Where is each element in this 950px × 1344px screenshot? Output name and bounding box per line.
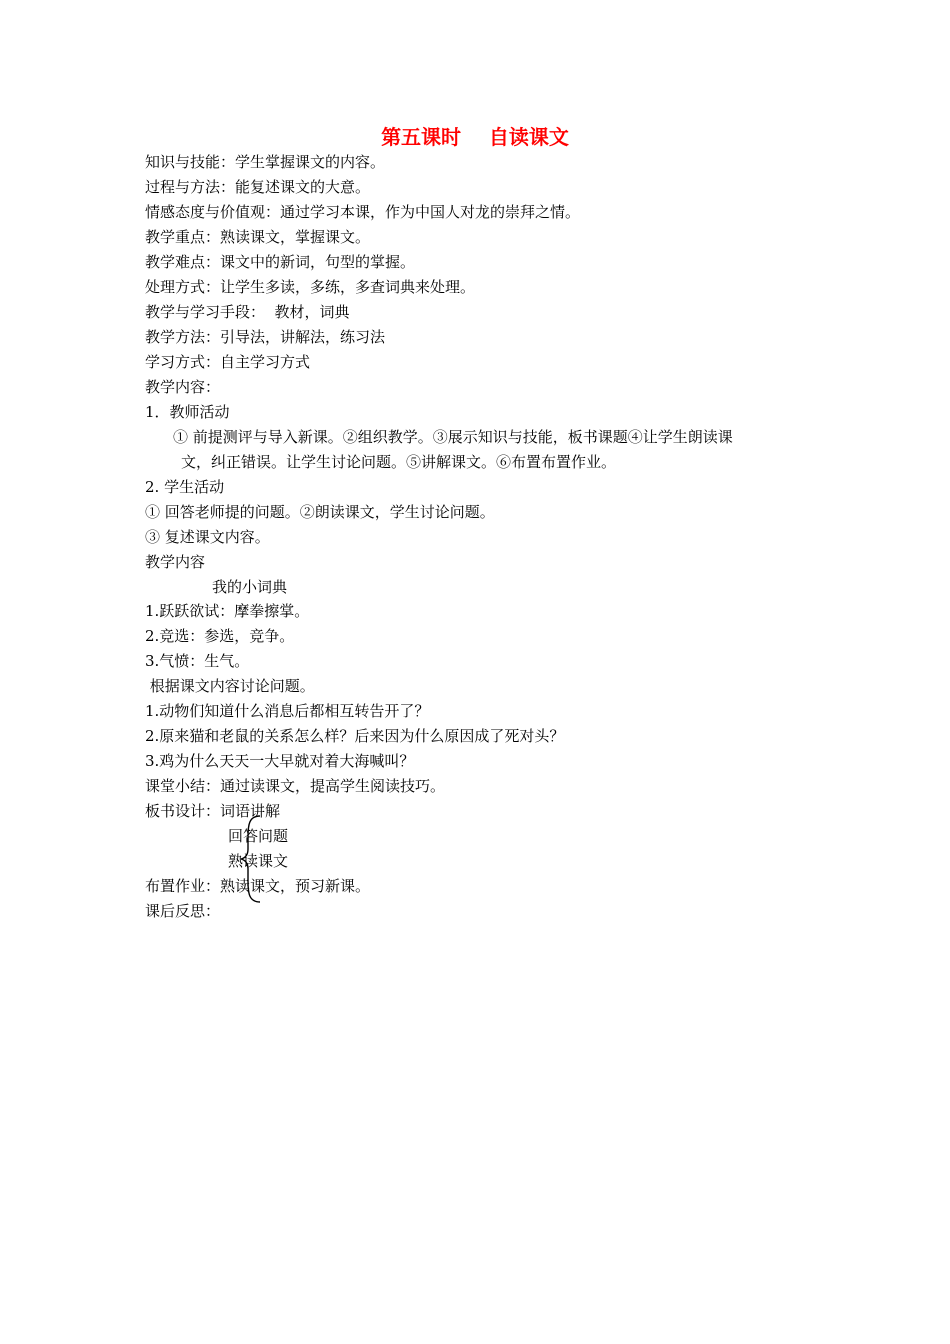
text-line-content-heading: 教学内容 [145, 553, 206, 571]
text-line-teaching-methods: 教学方法：引导法，讲解法，练习法 [145, 328, 386, 346]
question-item: 3.鸡为什么天天一大早就对着大海喊叫？ [145, 752, 415, 770]
question-item: 2.原来猫和老鼠的关系怎么样？后来因为什么原因成了死对头？ [145, 727, 565, 745]
subheading-my-dictionary: 我的小词典 [212, 578, 288, 596]
board-design-item: 熟读课文 [228, 852, 289, 870]
section-heading-student: 2. 学生活动 [145, 478, 225, 496]
text-line-teaching-content: 教学内容： [145, 378, 221, 396]
question-item: 1.动物们知道什么消息后都相互转告开了？ [145, 702, 430, 720]
text-line-emotion-values: 情感态度与价值观：通过学习本课，作为中国人对龙的崇拜之情。 [145, 203, 581, 221]
left-brace-icon [240, 815, 270, 903]
text-line-reflection: 课后反思： [145, 902, 221, 920]
section-heading-teacher: 1．教师活动 [145, 403, 230, 421]
text-line-summary: 课堂小结：通过读课文，提高学生阅读技巧。 [145, 777, 446, 795]
text-line-teaching-means: 教学与学习手段： 教材，词典 [145, 303, 350, 321]
dictionary-item: 1.跃跃欲试：摩拳擦掌。 [145, 602, 310, 620]
text-line-student-steps: ① 回答老师提的问题。②朗读课文，学生讨论问题。 [145, 503, 495, 521]
text-line-handling: 处理方式：让学生多读，多练，多查词典来处理。 [145, 278, 476, 296]
text-line-board-design: 板书设计：词语讲解 [145, 802, 281, 820]
board-design-item: 回答问题 [228, 827, 289, 845]
text-line-difficulties: 教学难点：课文中的新词，句型的掌握。 [145, 253, 416, 271]
text-line-student-retell: ③ 复述课文内容。 [145, 528, 270, 546]
text-line-key-points: 教学重点：熟读课文，掌握课文。 [145, 228, 371, 246]
text-line-homework: 布置作业：熟读课文，预习新课。 [145, 877, 371, 895]
dictionary-item: 3.气愤：生气。 [145, 652, 250, 670]
text-line-learning-style: 学习方式：自主学习方式 [145, 353, 311, 371]
text-line-knowledge-skills: 知识与技能：学生掌握课文的内容。 [145, 153, 386, 171]
text-line-process-method: 过程与方法：能复述课文的大意。 [145, 178, 371, 196]
text-line-discussion-heading: 根据课文内容讨论问题。 [145, 677, 315, 695]
text-line-teacher-steps: ① 前提测评与导入新课。②组织教学。③展示知识与技能，板书课题④让学生朗读课 [173, 428, 733, 446]
text-line-teacher-steps-cont: 文，纠正错误。让学生讨论问题。⑤讲解课文。⑥布置布置作业。 [181, 453, 617, 471]
page-title: 第五课时 自读课文 [381, 125, 569, 149]
dictionary-item: 2.竞选：参选，竞争。 [145, 627, 295, 645]
